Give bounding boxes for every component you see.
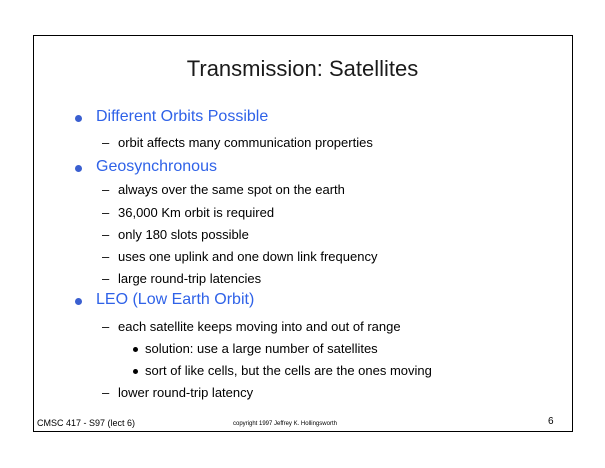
sub-bullet: orbit affects many communication properties bbox=[118, 135, 373, 150]
bullet-icon bbox=[75, 298, 82, 305]
sub-bullet: only 180 slots possible bbox=[118, 227, 249, 242]
sub-bullet-dot-icon bbox=[133, 369, 138, 374]
dash-icon: – bbox=[102, 249, 110, 264]
sub-sub-bullet: solution: use a large number of satellites bbox=[145, 341, 378, 356]
bullet-icon bbox=[75, 115, 82, 122]
slide-title: Transmission: Satellites bbox=[186, 56, 419, 81]
sub-bullet: large round-trip latencies bbox=[118, 271, 262, 286]
sub-bullet: 36,000 Km orbit is required bbox=[118, 205, 275, 220]
dash-icon: – bbox=[102, 182, 110, 197]
bullet-heading: Different Orbits Possible bbox=[96, 108, 269, 125]
sub-bullet-dot-icon bbox=[133, 347, 138, 352]
bullet-heading: LEO (Low Earth Orbit) bbox=[96, 291, 255, 308]
dash-icon: – bbox=[102, 319, 110, 334]
sub-bullet: each satellite keeps moving into and out of range bbox=[118, 319, 401, 334]
dash-icon: – bbox=[102, 205, 110, 220]
sub-bullet: lower round-trip latency bbox=[118, 385, 254, 400]
bullet-icon bbox=[75, 165, 82, 172]
page-number: 6 bbox=[548, 416, 554, 427]
footer-course: CMSC 417 - S97 (lect 6) bbox=[37, 418, 136, 428]
dash-icon: – bbox=[102, 271, 110, 286]
bullet-heading: Geosynchronous bbox=[96, 158, 217, 175]
dash-icon: – bbox=[102, 227, 110, 242]
sub-bullet: always over the same spot on the earth bbox=[118, 182, 345, 197]
footer-copyright: copyright 1997 Jeffrey K. Hollingsworth bbox=[233, 421, 337, 427]
dash-icon: – bbox=[102, 385, 110, 400]
sub-bullet: uses one uplink and one down link frequency bbox=[118, 249, 378, 264]
dash-icon: – bbox=[102, 135, 110, 150]
sub-sub-bullet: sort of like cells, but the cells are the ones moving bbox=[145, 363, 432, 378]
